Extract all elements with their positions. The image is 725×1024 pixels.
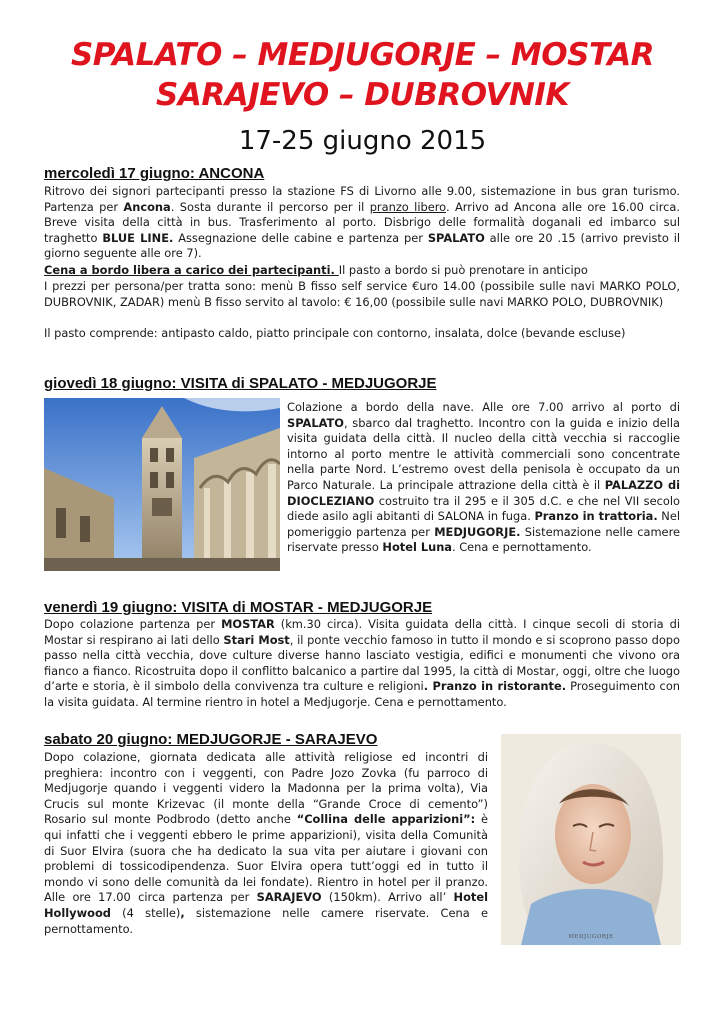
text-run: (4 stelle): [110, 905, 181, 920]
tour-dates: 17-25 giugno 2015: [238, 126, 487, 156]
text-run: MOSTAR: [221, 617, 275, 631]
text-run: Cena a bordo libera a carico dei partecipanti.: [44, 263, 339, 277]
text-run: sistemazione nelle camere riservate. Cena e pernottamento.: [44, 905, 488, 936]
text-run: Stari Most: [223, 632, 290, 647]
text-run: Hotel Hollywood: [44, 890, 488, 920]
text-run: , il ponte vecchio famoso in tutto il mondo e si scoprono passo dopo passo nella città vecchia, dove culture diverse hanno lasciato vestigia, edifici e monumenti che vivono ora fianco a fianco. Ricostruita dopo il conflitto balcanico a partire dal 1995, la città di Mostar, oggi, oltre che luogo d’arte e storia, è il simbolo della convivenza tra culture e religioni: [44, 632, 680, 694]
text-run: Dopo colazione, giornata dedicata alle attività religiose ed incontri di preghiera: incontro con i veggenti, con Padre Jozo Zovka (fu parroco di Medjugorje quando i veggenti videro la Madonna per la prima volta), Via Crucis sul monte Krizevac (il monte della “Grande Croce di cemento”) Rosario sul monte Podbrodo (detto anche: [44, 750, 488, 827]
day3-paragraph: [44, 617, 680, 711]
day1-prices: I prezzi per persona/per tratta sono: menù B fisso self service €uro 14.00 (possibile sulle navi MARKO POLO, DUBROVNIK, ZADAR) menù B fisso servito al tavolo: € 16,00 (possibile sulle navi MARKO POLO, DUBROVNIK): [44, 279, 680, 309]
day2-paragraph: [287, 400, 680, 556]
image-caption: MEDJUGORJE: [568, 934, 614, 940]
day4-heading: sabato 20 giugno: MEDJUGORJE - SARAJEVO: [44, 731, 378, 748]
text-run: Nel pomeriggio partenza per: [287, 509, 680, 539]
text-run: è qui infatti che i veggenti ebbero le prime apparizioni), visita della Comunità di Suor Elvira (suora che ha dedicato la sua vita per aiutare i giovani con problemi di tossicodipendenza. Suor Elvira opera tutt’oggi ed in tutto il mondo vi sono delle comunità da lei fondate). Rientro in hotel per il pranzo. Alle ore 17.00 circa partenza per: [44, 812, 488, 905]
text-run: Il pasto a bordo si può prenotare in anticipo: [338, 263, 588, 277]
day4-paragraph: [44, 750, 488, 937]
text-run: Proseguimento con la visita guidata. Al termine rientro in hotel a Medjugorje. Cena e pernottamento.: [44, 679, 681, 709]
text-run: pranzo libero: [369, 199, 446, 214]
text-run: . Arrivo ad Ancona alle ore 16.00 circa. Breve visita della città in bus. Trasferimento al porto. Disbrigo delle formalità doganali ed imbarco sul traghetto: [44, 199, 681, 245]
text-run: Dopo colazione partenza per: [44, 617, 222, 631]
text-run: , sbarco dal traghetto. Incontro con la guida e inizio della visita guidata della città. Il nucleo della città vecchia si raccoglie intorno al porto mentre le attività commerciali sono concentrate nella parte Nord. L’estremo ovest della penisola è occupato da un Parco Naturale. La principale attrazione della città è il: [287, 415, 680, 492]
text-run: Colazione a bordo della nave. Alle ore 7.00 arrivo al porto di: [287, 400, 680, 414]
text-run: alle ore 20 .15 (arrivo previsto il giorno seguente alle ore 7).: [44, 230, 681, 261]
text-run: Hotel Luna: [382, 540, 452, 555]
text-run: BLUE LINE.: [102, 230, 174, 245]
text-run: (150km). Arrivo all’: [321, 890, 454, 905]
title-line-1: SPALATO – MEDJUGORJE – MOSTAR: [70, 37, 655, 73]
text-run: Ancona: [123, 199, 171, 214]
split-palace-photo: [44, 398, 280, 571]
text-run: ,: [180, 905, 185, 920]
text-run: costruito tra il 295 e il 305 d.C. e che nel VII secolo diede asilo agli abitanti di SALONA in fuga.: [287, 493, 680, 524]
text-run: . Sosta durante il percorso per il: [170, 199, 370, 214]
text-run: Sistemazione nelle camere riservate presso: [287, 524, 681, 555]
title-line-2: SARAJEVO – DUBROVNIK: [156, 77, 569, 113]
day2-heading: giovedì 18 giugno: VISITA di SPALATO - MEDJUGORJE: [44, 375, 437, 392]
text-run: SPALATO: [287, 415, 344, 430]
day1-heading: mercoledì 17 giugno: ANCONA: [44, 165, 265, 182]
day3-heading: venerdì 19 giugno: VISITA di MOSTAR - MEDJUGORJE: [44, 599, 433, 616]
madonna-portrait: [501, 734, 681, 945]
text-run: MEDJUGORJE.: [434, 524, 521, 539]
day1-paragraph: [44, 184, 680, 262]
day1-meal-includes: Il pasto comprende: antipasto caldo, piatto principale con contorno, insalata, dolce (bevande escluse): [44, 326, 626, 340]
text-run: SARAJEVO: [256, 890, 322, 905]
text-run: PALAZZO di DIOCLEZIANO: [287, 477, 680, 508]
text-run: Assegnazione delle cabine e partenza per: [173, 230, 428, 245]
text-run: . Pranzo in ristorante.: [423, 679, 567, 694]
text-run: Ritrovo dei signori partecipanti presso la stazione FS di Livorno alle 9.00, sistemazione in bus gran turismo. Partenza per: [44, 184, 680, 214]
text-run: . Cena e pernottamento.: [451, 540, 592, 555]
day1-dinner-note: [44, 263, 680, 279]
split-palace-image: [44, 398, 280, 571]
text-run: Pranzo in trattoria.: [534, 509, 658, 524]
text-run: (km.30 circa). Visita guidata della città. I cinque secoli di storia di Mostar si respirano ai lati dello: [44, 617, 681, 647]
text-run: SPALATO: [427, 230, 485, 245]
madonna-image: [501, 734, 681, 945]
text-run: “Collina delle apparizioni”:: [296, 812, 476, 827]
